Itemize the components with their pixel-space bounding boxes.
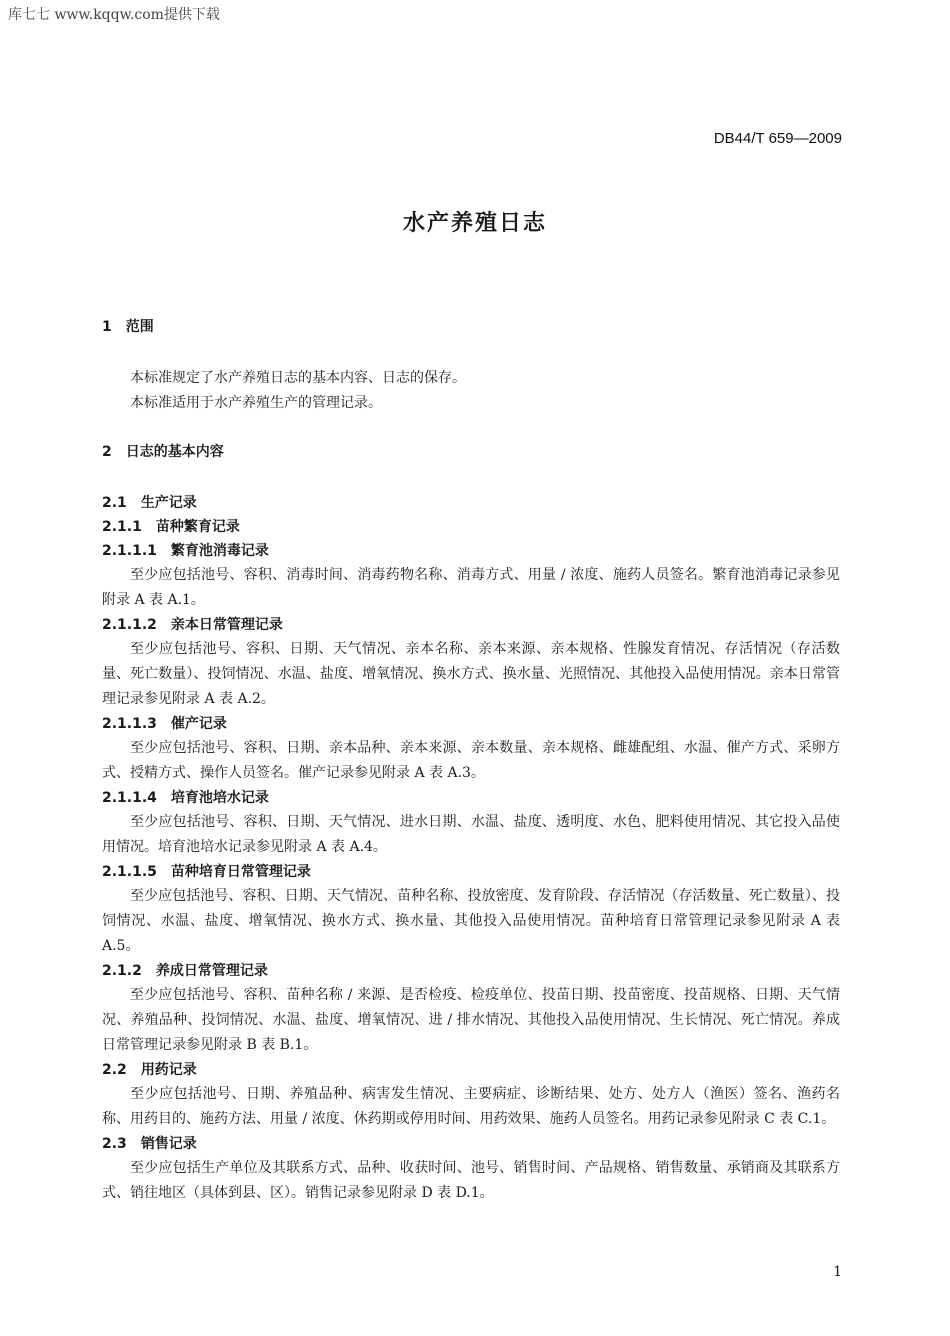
section-heading: [102, 959, 840, 983]
paragraph: 本标准规定了水产养殖日志的基本内容、日志的保存。: [130, 370, 466, 386]
paragraph: 至少应包括池号、容积、日期、天气情况、亲本名称、亲本来源、亲本规格、性腺发育情况、存活情况（存活数量、死亡数量）、投饲情况、水温、盐度、增氧情况、换水方式、换水量、光照情况、其他投入品使用情况。亲本日常管理记录参见附录 A 表 A.2。: [102, 641, 840, 707]
section-heading: [102, 491, 840, 515]
section-title: 生产记录: [140, 495, 197, 511]
section-title: 养成日常管理记录: [155, 963, 268, 979]
paragraph: 至少应包括池号、容积、苗种名称 / 来源、是否检疫、检疫单位、投苗日期、投苗密度、投苗规格、日期、天气情况、养殖品种、投饲情况、水温、盐度、增氧情况、进 / 排水情况、其他投入品使用情况、生长情况、死亡情况。养成日常管理记录参见附录 B 表 B.1。: [102, 987, 840, 1053]
section-number: 1: [102, 319, 112, 335]
section-heading: [102, 613, 840, 637]
page-number: 1: [833, 1264, 842, 1280]
watermark-text: 库七七 www.kqqw.com提供下载: [8, 7, 220, 23]
section-heading: [102, 786, 840, 810]
paragraph: 至少应包括池号、容积、消毒时间、消毒药物名称、消毒方式、用量 / 浓度、施药人员签名。繁育池消毒记录参见附录 A 表 A.1。: [102, 567, 840, 608]
section-number: 2: [102, 444, 112, 460]
section-number: 2.1: [102, 495, 127, 511]
section-1: [102, 316, 840, 416]
section-number: 2.1.1: [102, 519, 142, 535]
section-title: 用药记录: [140, 1062, 197, 1078]
paragraph: 至少应包括生产单位及其联系方式、品种、收获时间、池号、销售时间、产品规格、销售数量、承销商及其联系方式、销往地区（具体到县、区）。销售记录参见附录 D 表 D.1。: [102, 1160, 840, 1201]
section-heading: [102, 1058, 840, 1082]
paragraph: 至少应包括池号、容积、日期、天气情况、苗种名称、投放密度、发育阶段、存活情况（存活数量、死亡数量）、投饲情况、水温、盐度、增氧情况、换水方式、换水量、其他投入品使用情况。苗种培育日常管理记录参见附录 A 表 A.5。: [102, 888, 840, 954]
section-title: 日志的基本内容: [125, 444, 224, 460]
section-heading: [102, 539, 840, 563]
paragraph: 至少应包括池号、容积、日期、亲本品种、亲本来源、亲本数量、亲本规格、雌雄配组、水温、催产方式、采卵方式、授精方式、操作人员签名。催产记录参见附录 A 表 A.3。: [102, 740, 840, 781]
section-title: 催产记录: [170, 716, 227, 732]
section-heading: [102, 441, 840, 463]
paragraph: 至少应包括池号、容积、日期、天气情况、进水日期、水温、盐度、透明度、水色、肥料使用情况、其它投入品使用情况。培育池培水记录参见附录 A 表 A.4。: [102, 814, 840, 855]
section-number: 2.1.1.3: [102, 716, 157, 732]
section-number: 2.1.1.5: [102, 864, 157, 880]
section-title: 苗种培育日常管理记录: [170, 864, 311, 880]
section-title: 范围: [125, 319, 154, 335]
section-heading: [102, 515, 840, 539]
section-number: 2.1.1.4: [102, 790, 157, 806]
section-heading: [102, 712, 840, 736]
section-title: 销售记录: [140, 1136, 197, 1152]
paragraph: 本标准适用于水产养殖生产的管理记录。: [130, 395, 382, 411]
section-number: 2.1.2: [102, 963, 142, 979]
section-heading: [102, 1132, 840, 1156]
standard-code: DB44/T 659—2009: [713, 130, 842, 147]
section-number: 2.1.1.1: [102, 543, 157, 559]
section-title: 苗种繁育记录: [155, 519, 240, 535]
paragraph: 至少应包括池号、日期、养殖品种、病害发生情况、主要病症、诊断结果、处方、处方人（渔医）签名、渔药名称、用药目的、施药方法、用量 / 浓度、休药期或停用时间、用药效果、施药人员签名。用药记录参见附录 C 表 C.1。: [102, 1086, 840, 1127]
page-title: 水产养殖日志: [402, 211, 547, 236]
section-heading: [102, 860, 840, 884]
section-title: 繁育池消毒记录: [170, 543, 269, 559]
document-body: [102, 316, 840, 1206]
section-number: 2.2: [102, 1062, 127, 1078]
section-title: 培育池培水记录: [170, 790, 269, 806]
section-number: 2.3: [102, 1136, 127, 1152]
section-number: 2.1.1.2: [102, 617, 157, 633]
section-title: 亲本日常管理记录: [170, 617, 283, 633]
section-heading: [102, 316, 840, 338]
